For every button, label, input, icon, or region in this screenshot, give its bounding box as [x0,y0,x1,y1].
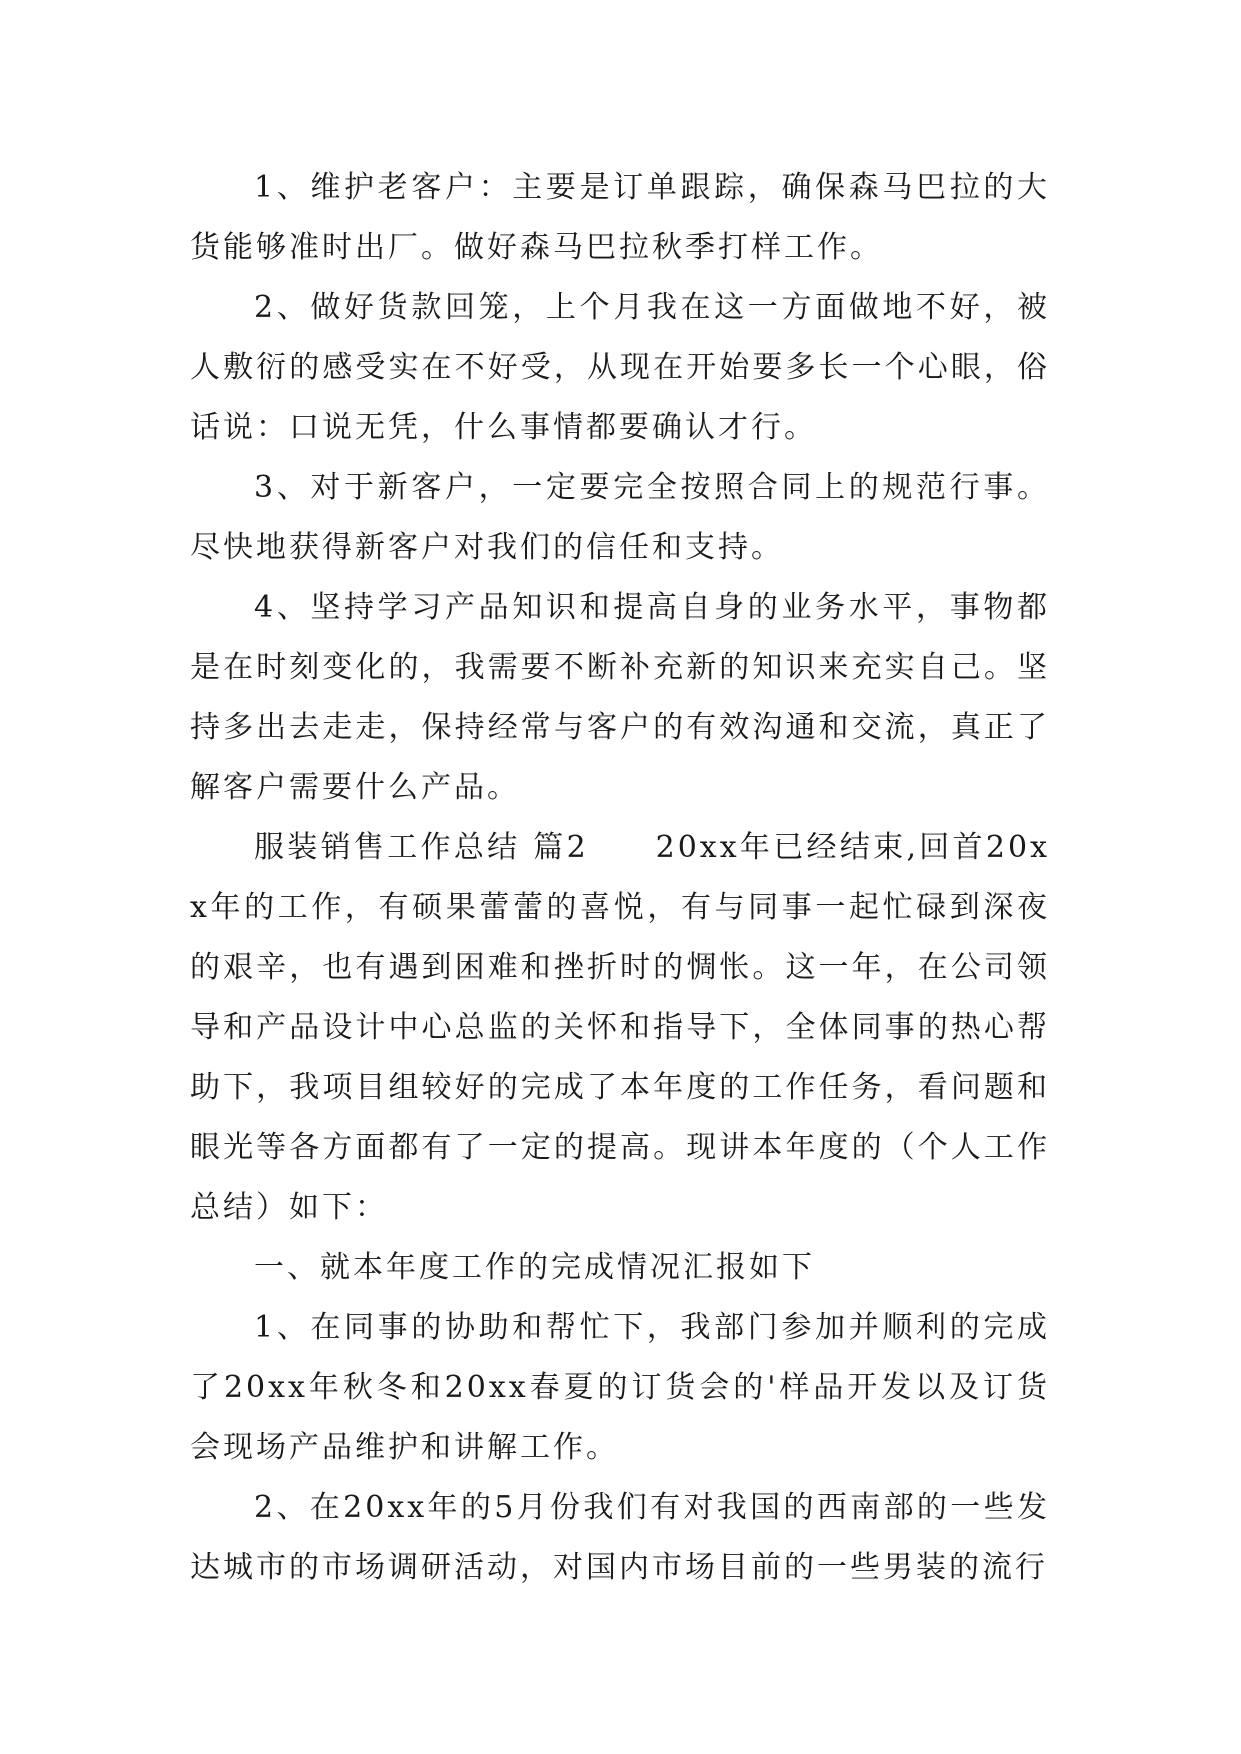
paragraph-market-research: 2、在20xx年的5月份我们有对我国的西南部的一些发达城市的市场调研活动，对国内市场目前的一些男装的流行 [190,1490,1050,1585]
paragraph-new-clients: 3、对于新客户，一定要完全按照合同上的规范行事。尽快地获得新客户对我们的信任和支持。 [190,470,1050,565]
paragraph-order-fair: 1、在同事的协助和帮忙下，我部门参加并顺利的完成了20xx年秋冬和20xx春夏的订货会的'样品开发以及订货会现场产品维护和讲解工作。 [190,1310,1050,1465]
document-body [190,158,1050,1598]
section-heading-annual-work: 一、就本年度工作的完成情况汇报如下 [254,1250,815,1285]
paragraph-summary-part-2-intro: 服装销售工作总结 篇2 20xx年已经结束,回首20xx年的工作，有硕果蕾蕾的喜悦，有与同事一起忙碌到深夜的艰辛，也有遇到困难和挫折时的惆怅。这一年，在公司领导和产品设计中心总监的关怀和指导下，全体同事的热心帮助下，我项目组较好的完成了本年度的工作任务，看问题和眼光等各方面都有了一定的提高。现讲本年度的（个人工作总结）如下： [190,830,1050,1225]
paragraph-maintain-old-clients: 1、维护老客户：主要是订单跟踪，确保森马巴拉的大货能够准时出厂。做好森马巴拉秋季打样工作。 [190,170,1050,265]
paragraph-payment-collection: 2、做好货款回笼，上个月我在这一方面做地不好，被人敷衍的感受实在不好受，从现在开始要多长一个心眼，俗话说：口说无凭，什么事情都要确认才行。 [190,290,1050,445]
paragraph-continuous-learning: 4、坚持学习产品知识和提高自身的业务水平，事物都是在时刻变化的，我需要不断补充新的知识来充实自己。坚持多出去走走，保持经常与客户的有效沟通和交流，真正了解客户需要什么产品。 [190,590,1050,805]
